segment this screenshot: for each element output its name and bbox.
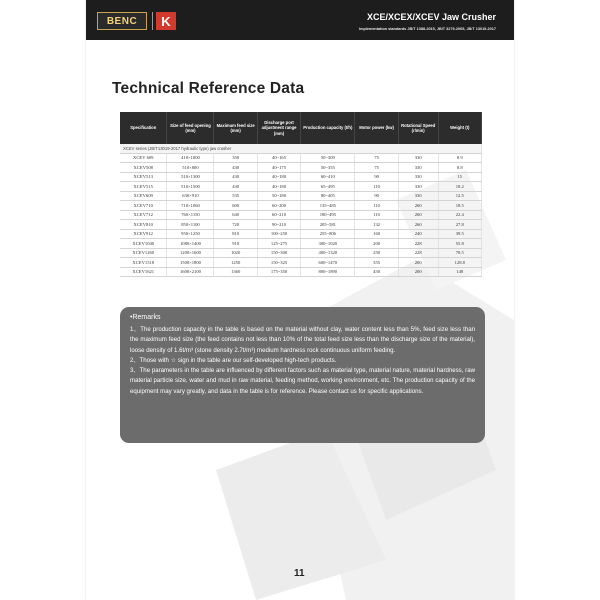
table-cell: 27.8	[438, 220, 481, 230]
table-cell: 110	[355, 182, 398, 192]
table-cell: 90	[355, 172, 398, 182]
table-cell: 228	[398, 248, 438, 258]
table-cell: 260	[398, 210, 438, 220]
table-cell: 250	[355, 248, 398, 258]
remark-item: 1、The production capacity in the table is based on the material without clay, water content less than 5%, feed size less than the maximum feed size (the feed contains not less than 10% of the total feed size less than the discharge size of the material), loose density of 1.6t/m³ (stone density 2.7t/m³) medium hardness rock continuous uniform feeding.	[130, 326, 475, 354]
table-cell: XCEV712	[120, 210, 167, 220]
table-cell: 75	[355, 153, 398, 163]
table-cell: 1360	[214, 267, 257, 277]
remark-item: 2、Those with ☆ sign in the table are our self-developed high-tech products.	[130, 356, 337, 364]
remark-item: 3、The parameters in the table are influenced by different factors such as material type, material nature, material hardness, raw material particle size, water and mud in raw material, feeding method, working environment, etc. The production capacity of the equipment may vary greatly, and data in the table is for reference. Please contact us for specific applications.	[130, 367, 475, 395]
table-cell: 8.9	[438, 153, 481, 163]
table-cell: 720	[214, 220, 257, 230]
table-cell: 1080×1400	[167, 239, 214, 249]
table-cell: 128.8	[438, 258, 481, 268]
table-cell: 12.5	[438, 191, 481, 201]
table-cell: XCEV1040	[120, 239, 167, 249]
table-cell: 100~250	[257, 229, 300, 239]
table-cell: 810	[214, 229, 257, 239]
table-cell: 600	[214, 201, 257, 211]
page-header	[86, 0, 514, 40]
table-cell: XCEV513	[120, 172, 167, 182]
table-cell: 260	[398, 201, 438, 211]
table-cell: 200	[398, 258, 438, 268]
table-cell: 50~309	[301, 153, 355, 163]
table-cell: XCEV810	[120, 220, 167, 230]
table-cell: 60~410	[301, 172, 355, 182]
table-cell: 255~806	[301, 229, 355, 239]
table-cell: 135~485	[301, 201, 355, 211]
column-header: Rotational Speed (r/min)	[398, 112, 438, 144]
table-cell: 60~210	[257, 210, 300, 220]
table-cell: 430	[214, 182, 257, 192]
table-cell: 1200×1600	[167, 248, 214, 258]
table-cell: 950×1250	[167, 229, 214, 239]
section-title: Technical Reference Data	[112, 80, 305, 97]
table-row	[120, 163, 482, 173]
table-cell: 18.5	[438, 201, 481, 211]
table-cell: 15	[438, 172, 481, 182]
table-cell: 175~350	[257, 267, 300, 277]
table-cell: 350	[214, 153, 257, 163]
table-cell: 330	[398, 153, 438, 163]
table-cell: 90~210	[257, 220, 300, 230]
table-cell: 800~1890	[301, 267, 355, 277]
table-cell: 400~1320	[301, 248, 355, 258]
table-cell: 630×910	[167, 191, 214, 201]
table-cell: 205~581	[301, 220, 355, 230]
page-number: 11	[294, 568, 305, 579]
table-cell: 1020	[214, 248, 257, 258]
table-cell: 430	[214, 163, 257, 173]
table-header-row	[120, 112, 482, 144]
document-page	[86, 0, 514, 600]
table-row	[120, 153, 482, 163]
table-cell: 65~495	[301, 182, 355, 192]
table-cell: 39.5	[438, 229, 481, 239]
table-cell: 40~180	[257, 182, 300, 192]
table-cell: XCEV515	[120, 182, 167, 192]
table-row	[120, 239, 482, 249]
series-row	[120, 144, 482, 153]
table-cell: 330	[398, 191, 438, 201]
remarks-box	[120, 307, 485, 443]
table-cell: 40~165	[257, 153, 300, 163]
table-cell: XCEV710	[120, 201, 167, 211]
table-cell: 330	[398, 172, 438, 182]
table-cell: 535	[214, 191, 257, 201]
table-cell: 1600×2100	[167, 267, 214, 277]
table-row	[120, 172, 482, 182]
table-cell: 40~175	[257, 163, 300, 173]
column-header: Discharge port adjustment range (mm)	[257, 112, 300, 144]
table-row	[120, 210, 482, 220]
table-cell: 22.4	[438, 210, 481, 220]
table-cell: 160	[355, 229, 398, 239]
column-header: Maximum feed size (mm)	[214, 112, 257, 144]
table-cell: XCEV1260	[120, 248, 167, 258]
k-logo: K	[156, 12, 176, 30]
table-cell: XCEV912	[120, 229, 167, 239]
table-cell: XCEV 609	[120, 153, 167, 163]
column-header: Motor power (kw)	[355, 112, 398, 144]
table-cell: 40~180	[257, 172, 300, 182]
table-row	[120, 201, 482, 211]
table-cell: 180~495	[301, 210, 355, 220]
table-cell: 90	[355, 191, 398, 201]
table-cell: 1250	[214, 258, 257, 268]
table-cell: 200	[398, 267, 438, 277]
table-cell: 760×1150	[167, 210, 214, 220]
table-cell: 110	[355, 210, 398, 220]
table-cell: 125~275	[257, 239, 300, 249]
column-header: Production capacity (t/h)	[301, 112, 355, 144]
table-cell: 228	[398, 239, 438, 249]
series-label: XCEV series (JB/T13019-2017 hydraulic type) jaw crusher	[120, 144, 482, 153]
spec-table	[120, 112, 482, 277]
table-cell: 80~405	[301, 191, 355, 201]
table-cell: 60~200	[257, 201, 300, 211]
table-cell: 510×800	[167, 163, 214, 173]
table-cell: 510×1300	[167, 172, 214, 182]
table-cell: 640	[214, 210, 257, 220]
table-cell: 55.8	[438, 239, 481, 249]
table-cell: 148	[438, 267, 481, 277]
table-cell: 450	[355, 267, 398, 277]
table-cell: XCEV508	[120, 163, 167, 173]
table-cell: 1500×1800	[167, 258, 214, 268]
table-cell: 18.2	[438, 182, 481, 192]
table-cell: XCEV609	[120, 191, 167, 201]
table-cell: 110	[355, 201, 398, 211]
table-cell: 355	[355, 258, 398, 268]
table-cell: 330	[398, 163, 438, 173]
column-header: Weight (t)	[438, 112, 481, 144]
table-cell: XCEV1518	[120, 258, 167, 268]
table-row	[120, 182, 482, 192]
table-cell: 510×1500	[167, 182, 214, 192]
header-title: XCE/XCEX/XCEV Jaw Crusher	[366, 12, 496, 22]
table-cell: 710×1060	[167, 201, 214, 211]
table-cell: 410×1000	[167, 153, 214, 163]
column-header: Size of feed opening (mm)	[167, 112, 214, 144]
table-row	[120, 229, 482, 239]
table-cell: 600~1470	[301, 258, 355, 268]
logo-divider	[152, 12, 153, 30]
table-cell: 240	[398, 229, 438, 239]
table-cell: 150~300	[257, 248, 300, 258]
table-cell: 300~1020	[301, 239, 355, 249]
table-row	[120, 267, 482, 277]
remarks-title: •Remarks	[130, 314, 161, 321]
table-cell: 850×1100	[167, 220, 214, 230]
table-row	[120, 191, 482, 201]
table-row	[120, 258, 482, 268]
benc-logo: BENC	[97, 12, 147, 30]
table-cell: 75	[355, 163, 398, 173]
header-subtitle: Implementation standards JB/T 1388-2015, JB/T 3279-2005, JB/T 13019-2017	[359, 27, 496, 31]
table-cell: 132	[355, 220, 398, 230]
table-cell: 50~180	[257, 191, 300, 201]
table-cell: 8.8	[438, 163, 481, 173]
table-cell: 50~355	[301, 163, 355, 173]
table-cell: 150~325	[257, 258, 300, 268]
table-cell: 78.5	[438, 248, 481, 258]
table-row	[120, 220, 482, 230]
table-cell: 430	[214, 172, 257, 182]
table-cell: 330	[398, 182, 438, 192]
table-row	[120, 248, 482, 258]
table-cell: 910	[214, 239, 257, 249]
column-header: Specification	[120, 112, 167, 144]
table-cell: XCEV1621	[120, 267, 167, 277]
table-cell: 200	[355, 239, 398, 249]
table-cell: 260	[398, 220, 438, 230]
